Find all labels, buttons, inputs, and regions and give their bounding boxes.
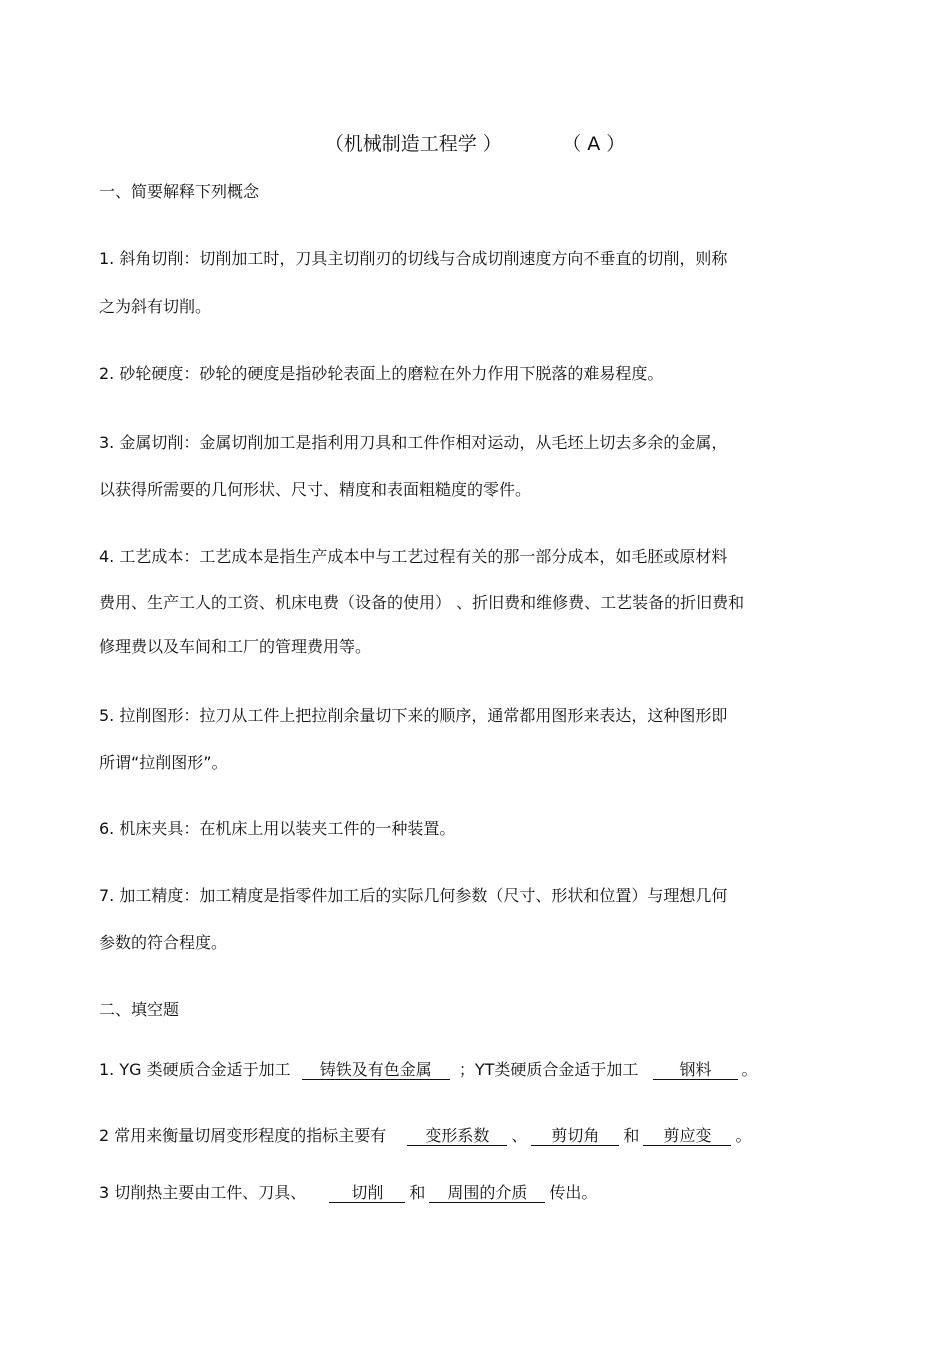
q1-suffix: 。 xyxy=(741,1060,758,1079)
item2-line1: 2. 砂轮硬度：砂轮的硬度是指砂轮表面上的磨粒在外力作用下脱落的难易程度。 xyxy=(99,364,664,383)
item5-line2: 所谓“拉削图形”。 xyxy=(99,753,228,772)
item7-line2: 参数的符合程度。 xyxy=(99,933,228,952)
item5-line1: 5. 拉削图形：拉刀从工件上把拉削余量切下来的顺序，通常都用图形来表达，这种图形即 xyxy=(99,706,728,725)
q2-answer-2: 剪切角 xyxy=(531,1126,619,1146)
item4-line1: 4. 工艺成本：工艺成本是指生产成本中与工艺过程有关的那一部分成本，如毛胚或原材料 xyxy=(99,547,728,566)
q3-separator-1: 和 xyxy=(409,1183,426,1202)
exam-title xyxy=(0,132,950,156)
fill-question-1 xyxy=(99,1059,758,1081)
item1-line2: 之为斜有切削。 xyxy=(99,297,212,316)
q2-separator-1: 、 xyxy=(511,1126,528,1145)
q1-middle: ；YT类硬质合金适于加工 xyxy=(458,1060,639,1079)
item6-line1: 6. 机床夹具：在机床上用以装夹工件的一种装置。 xyxy=(99,819,456,838)
q2-separator-2: 和 xyxy=(623,1126,640,1145)
item3-line1: 3. 金属切削：金属切削加工是指利用刀具和工件作相对运动，从毛坯上切去多余的金属， xyxy=(99,433,728,452)
q3-suffix: 传出。 xyxy=(549,1183,598,1202)
item4-line2: 费用、生产工人的工资、机床电费（设备的使用） 、折旧费和维修费、工艺装备的折旧费和 xyxy=(99,593,745,612)
section1-heading: 一、简要解释下列概念 xyxy=(99,182,260,201)
q2-answer-3: 剪应变 xyxy=(643,1126,731,1146)
q1-prefix: 1. YG 类硬质合金适于加工 xyxy=(99,1060,291,1079)
q3-answer-2: 周围的介质 xyxy=(429,1183,545,1203)
item7-line1: 7. 加工精度：加工精度是指零件加工后的实际几何参数（尺寸、形状和位置）与理想几何 xyxy=(99,886,728,905)
exam-subject: （机械制造工程学 ） xyxy=(324,133,502,155)
q3-prefix: 3 切削热主要由工件、刀具、 xyxy=(99,1183,307,1202)
fill-question-2 xyxy=(99,1125,751,1147)
item1-line1: 1. 斜角切削：切削加工时，刀具主切削刃的切线与合成切削速度方向不垂直的切削，则称 xyxy=(99,249,728,268)
q1-answer-2: 钢料 xyxy=(653,1060,737,1080)
fill-question-3 xyxy=(99,1182,597,1204)
section2-heading: 二、填空题 xyxy=(99,1000,180,1019)
q2-suffix: 。 xyxy=(735,1126,752,1145)
q3-answer-1: 切削 xyxy=(329,1183,405,1203)
item4-line3: 修理费以及车间和工厂的管理费用等。 xyxy=(99,637,372,656)
q2-prefix: 2 常用来衡量切屑变形程度的指标主要有 xyxy=(99,1126,387,1145)
q1-answer-1: 铸铁及有色金属 xyxy=(302,1060,450,1080)
q2-answer-1: 变形系数 xyxy=(407,1126,507,1146)
item3-line2: 以获得所需要的几何形状、尺寸、精度和表面粗糙度的零件。 xyxy=(99,480,532,499)
exam-paper-code: （ A ） xyxy=(571,133,626,155)
